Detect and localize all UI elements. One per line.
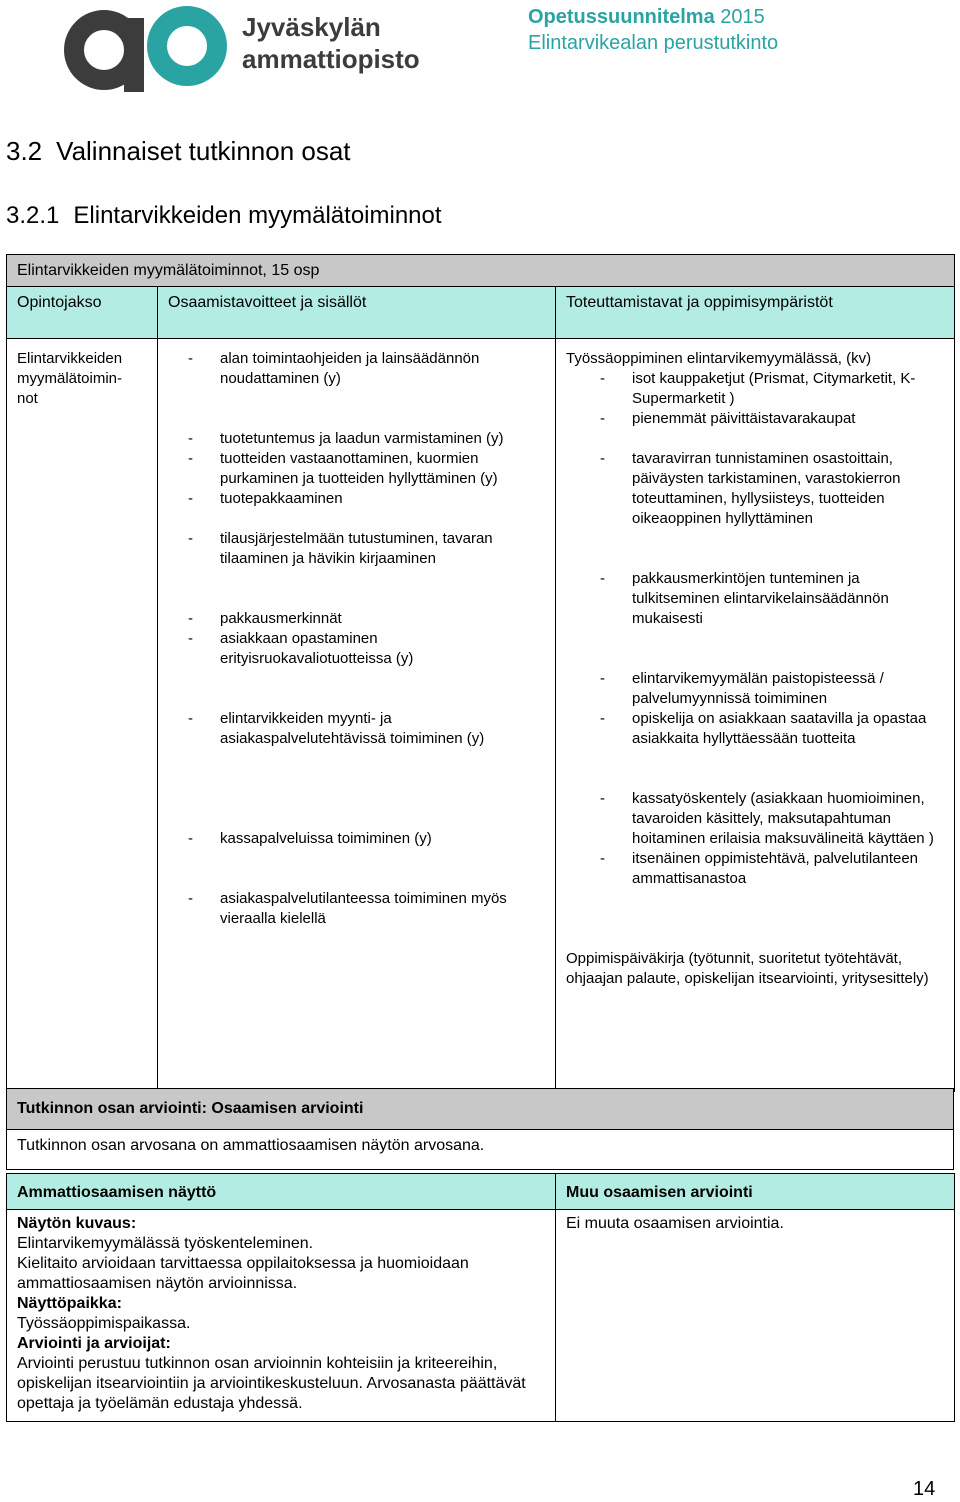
header-opintojakso: Opintojakso bbox=[7, 287, 158, 339]
demonstration-body bbox=[7, 1210, 556, 1422]
methods-cell bbox=[556, 339, 955, 1092]
assessment-text: Tutkinnon osan arvosana on ammattiosaamisen näytön arvosana. bbox=[7, 1130, 954, 1170]
goal-item: - alan toimintaohjeiden ja lainsäädännön noudattaminen (y) bbox=[186, 349, 541, 389]
goal-item: - tuotetuntemus ja laadun varmistaminen (y) bbox=[186, 429, 541, 449]
method-item: - pienemmät päivittäistavarakaupat bbox=[598, 409, 940, 429]
assessors-label: Arviointi ja arvioijat: bbox=[17, 1335, 171, 1352]
section-heading bbox=[6, 136, 351, 167]
header-methods: Toteuttamistavat ja oppimisympäristöt bbox=[556, 287, 955, 339]
place-text: Työssäoppimispaikassa. bbox=[17, 1315, 191, 1332]
doc-year: 2015 bbox=[720, 6, 765, 28]
doc-title-main: Opetussuunnitelma bbox=[528, 6, 715, 28]
assessment-table bbox=[6, 1088, 954, 1170]
goal-item: - asiakaspalvelutilanteessa toimiminen myös vieraalla kielellä bbox=[186, 889, 541, 929]
logo bbox=[52, 0, 452, 100]
module-table-title: Elintarvikkeiden myymälätoiminnot, 15 osp bbox=[7, 255, 955, 287]
module-name-line: Elintarvikkeiden bbox=[17, 350, 123, 367]
place-label: Näyttöpaikka: bbox=[17, 1295, 122, 1312]
goal-item: - kassapalveluissa toimiminen (y) bbox=[186, 829, 541, 849]
org-name-line1: Jyväskylän bbox=[242, 12, 381, 42]
module-table bbox=[6, 254, 955, 1092]
goal-item: - tilausjärjestelmään tutustuminen, tavaran tilaaminen ja hävikin kirjaaminen bbox=[186, 529, 541, 569]
goal-item: - tuotepakkaaminen bbox=[186, 489, 541, 509]
desc-label: Näytön kuvaus: bbox=[17, 1215, 137, 1232]
logo-mark bbox=[74, 16, 217, 92]
desc-line: Kielitaito arvioidaan tarvittaessa oppilaitoksessa ja huomioidaan ammattiosaamisen näytön arvioinnissa. bbox=[17, 1255, 469, 1292]
module-name-line: myymälätoimin- bbox=[17, 370, 123, 387]
goal-item: - asiakkaan opastaminen erityisruokavaliotuotteissa (y) bbox=[186, 629, 541, 669]
method-item: - itsenäinen oppimistehtävä, palvelutilanteen ammattisanastoa bbox=[598, 849, 940, 889]
goals-cell bbox=[158, 339, 556, 1092]
section-title: Valinnaiset tutkinnon osat bbox=[56, 136, 351, 166]
methods-intro: Työssäoppiminen elintarvikemyymälässä, (kv) bbox=[566, 350, 872, 367]
method-item: - isot kauppaketjut (Prismat, Citymarketit, K-Supermarketit ) bbox=[598, 369, 940, 409]
demonstration-table bbox=[6, 1173, 955, 1422]
doc-subtitle: Elintarvikealan perustutkinto bbox=[528, 32, 779, 54]
module-name-cell bbox=[7, 339, 158, 1092]
method-item: - kassatyöskentely (asiakkaan huomioiminen, tavaroiden käsittely, maksutapahtuman hoitaminen erilaisia maksuvälineitä käyttäen ) bbox=[598, 789, 940, 849]
goal-item: - elintarvikkeiden myynti- ja asiakaspalvelutehtävissä toimiminen (y) bbox=[186, 709, 541, 749]
methods-outro: Oppimispäiväkirja (työtunnit, suoritetut työtehtävät, ohjaajan palaute, opiskelijan itsearviointi, yritysesittely) bbox=[566, 950, 929, 987]
org-name-line2: ammattiopisto bbox=[242, 44, 420, 74]
other-assessment-header: Muu osaamisen arviointi bbox=[556, 1174, 955, 1210]
goal-item: - pakkausmerkinnät bbox=[186, 609, 541, 629]
document-title bbox=[528, 4, 948, 56]
method-item: - tavaravirran tunnistaminen osastoittain, päiväysten tarkistaminen, varastokierron toteuttaminen, hyllysiisteys, tuotteiden oikeaoppinen hyllyttäminen bbox=[598, 449, 940, 529]
method-item: - elintarvikemyymälän paistopisteessä / palvelumyynnissä toimiminen bbox=[598, 669, 940, 709]
subsection-number: 3.2.1 bbox=[6, 202, 60, 229]
module-name-line: not bbox=[17, 390, 38, 407]
method-item: - opiskelija on asiakkaan saatavilla ja opastaa asiakkaita hyllyttäessään tuotteita bbox=[598, 709, 940, 749]
demonstration-header: Ammattiosaamisen näyttö bbox=[7, 1174, 556, 1210]
method-item: - pakkausmerkintöjen tunteminen ja tulkitseminen elintarvikelainsäädännön mukaisesti bbox=[598, 569, 940, 629]
header-goals: Osaamistavoitteet ja sisällöt bbox=[158, 287, 556, 339]
other-assessment-body bbox=[556, 1210, 955, 1422]
assessors-text: Arviointi perustuu tutkinnon osan arvioinnin kohteisiin ja kriteereihin, opiskelijan itsearviointiin ja arviointikeskusteluun. Arvosanasta päättävät opettaja ja työelämän edustaja yhdessä. bbox=[17, 1355, 526, 1412]
other-assessment-text: Ei muuta osaamisen arviointia. bbox=[566, 1215, 784, 1232]
subsection-title: Elintarvikkeiden myymälätoiminnot bbox=[73, 202, 442, 229]
section-number: 3.2 bbox=[6, 136, 43, 166]
subsection-heading bbox=[6, 202, 442, 230]
page-number: 14 bbox=[913, 1478, 936, 1500]
desc-line: Elintarvikemyymälässä työskenteleminen. bbox=[17, 1235, 314, 1252]
assessment-header: Tutkinnon osan arviointi: Osaamisen arviointi bbox=[7, 1089, 954, 1130]
goal-item: - tuotteiden vastaanottaminen, kuormien purkaminen ja tuotteiden hyllyttäminen (y) bbox=[186, 449, 541, 489]
